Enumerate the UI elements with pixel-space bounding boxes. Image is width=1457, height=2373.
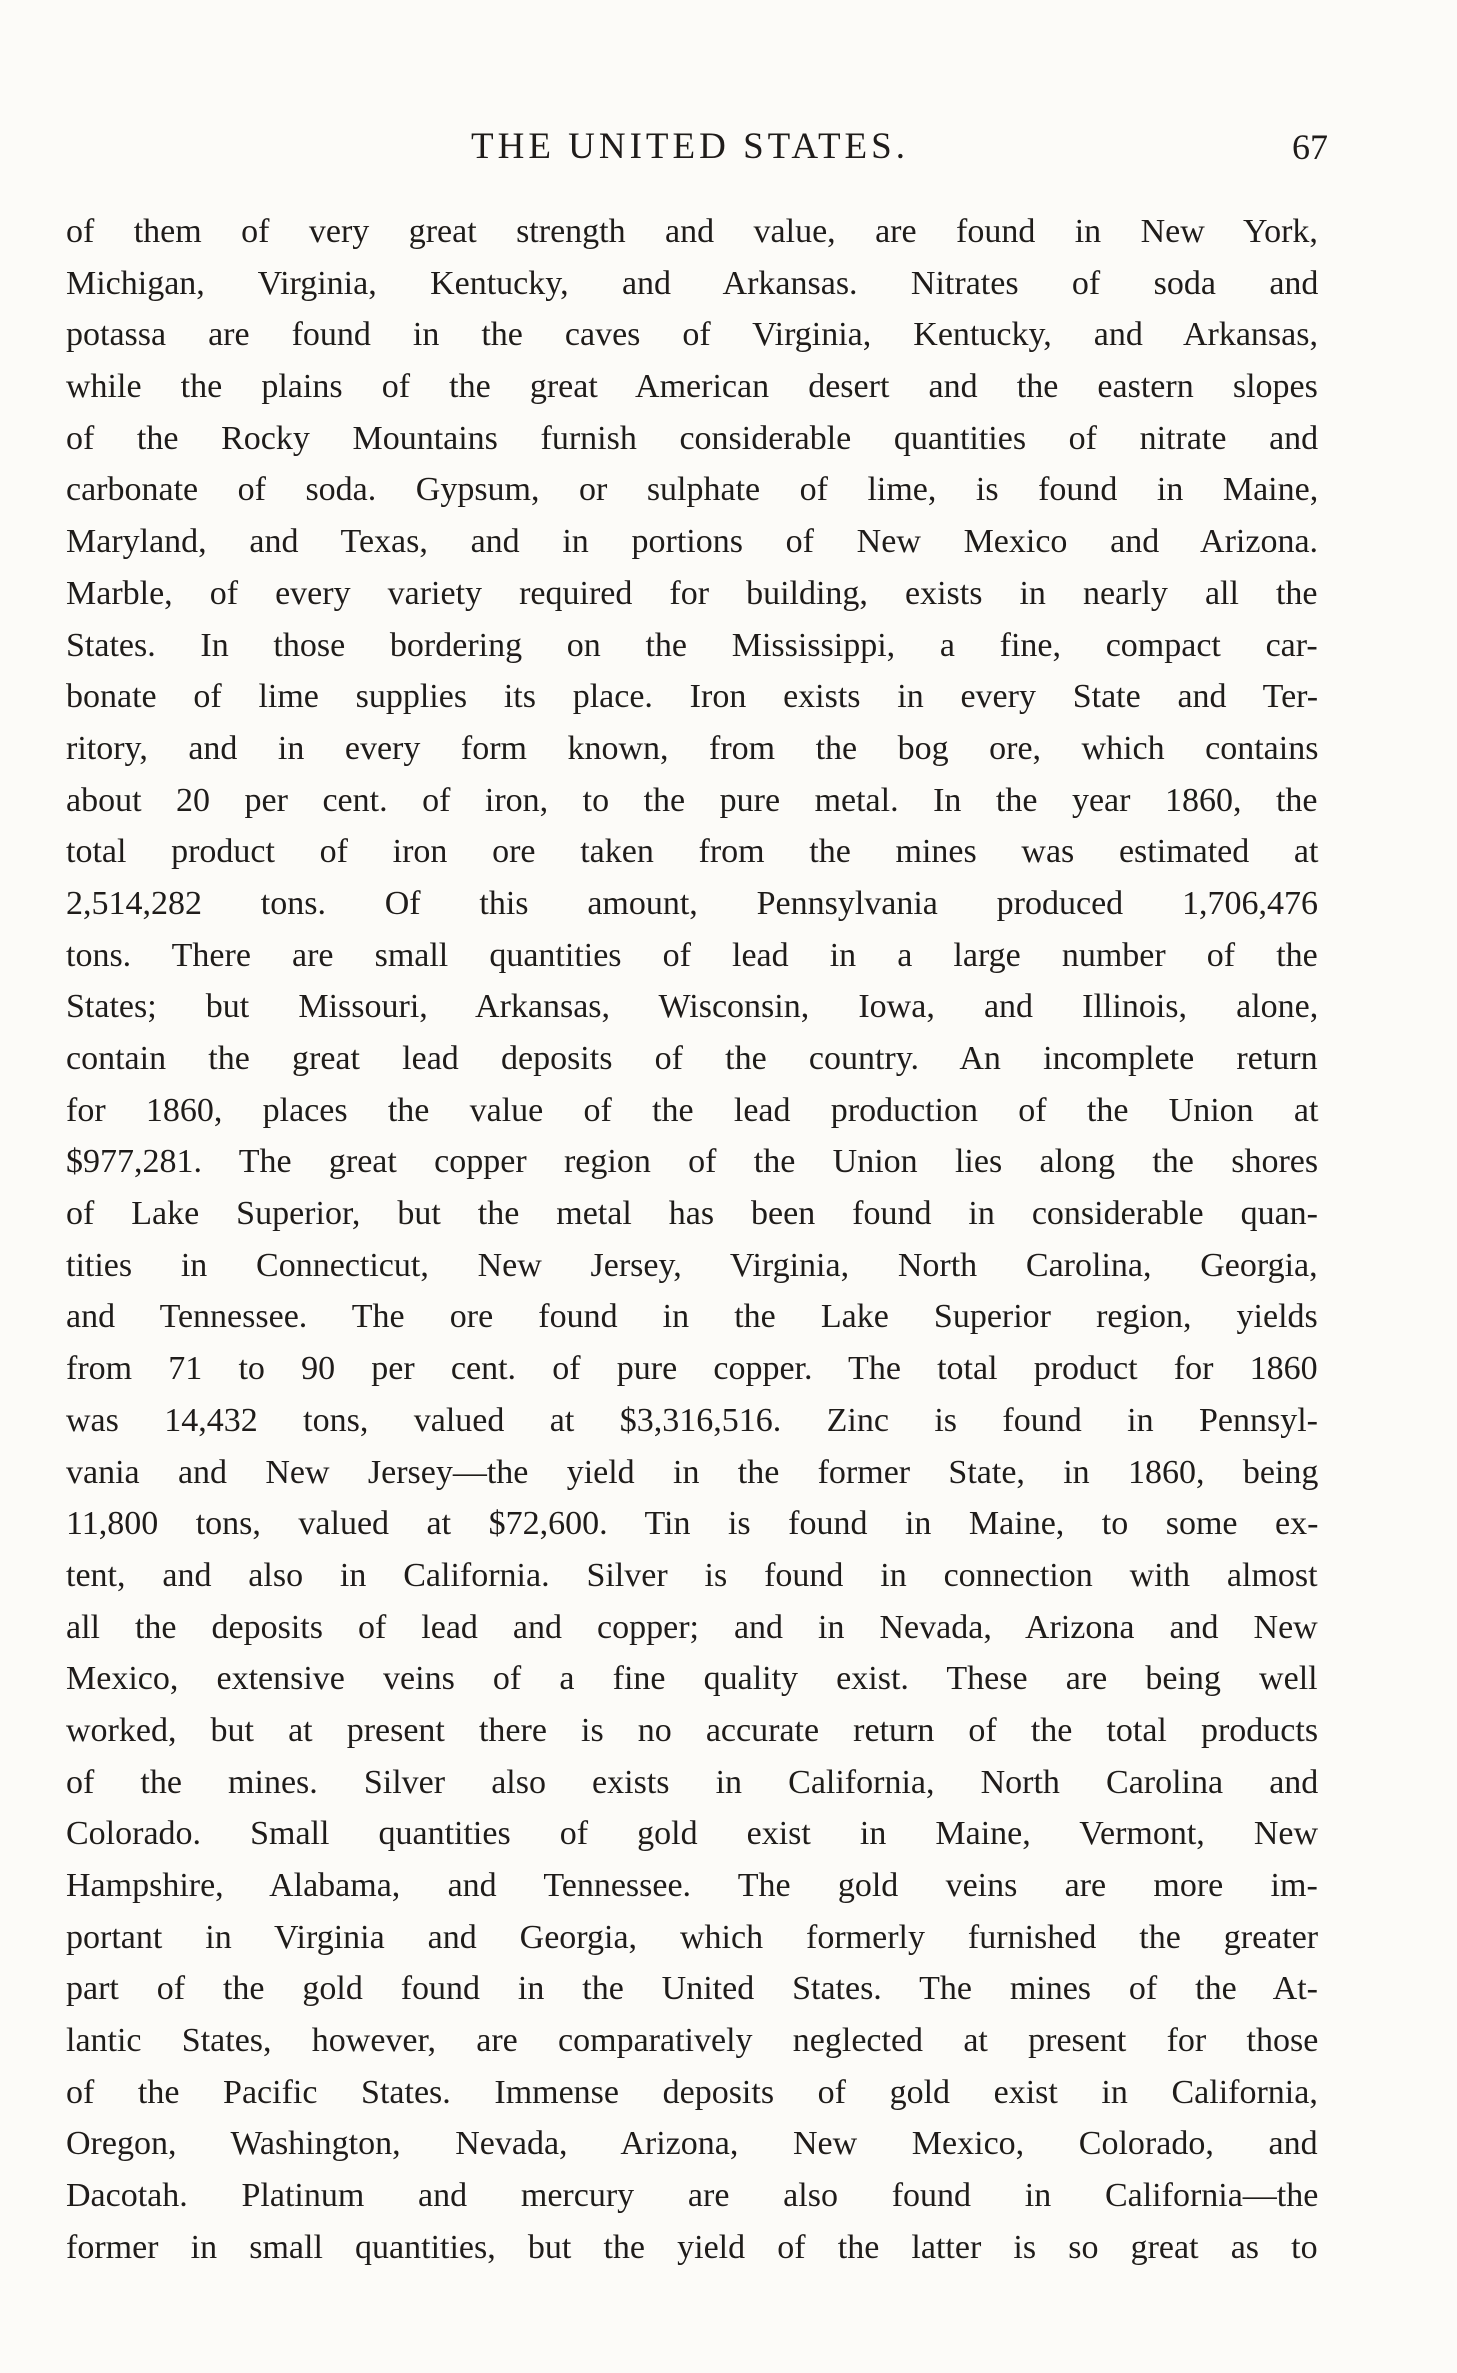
text-line: of the mines. Silver also exists in California, North Carolina and <box>66 1763 1319 1801</box>
text-line: vania and New Jersey—the yield in the former State, in 1860, being <box>66 1453 1319 1491</box>
text-line: bonate of lime supplies its place. Iron exists in every State and Ter- <box>66 678 1319 716</box>
text-line: Dacotah. Platinum and mercury are also found in California—the <box>66 2177 1319 2215</box>
text-line: Marble, of every variety required for building, exists in nearly all the <box>66 574 1318 612</box>
body-text <box>66 206 1318 2274</box>
text-line: while the plains of the great American desert and the eastern slopes <box>66 368 1318 406</box>
text-line: worked, but at present there is no accurate return of the total products <box>66 1711 1319 1749</box>
text-line: for 1860, places the value of the lead production of the Union at <box>66 1091 1319 1129</box>
text-line: former in small quantities, but the yield of the latter is so great as to <box>66 2228 1318 2266</box>
running-title: THE UNITED STATES. <box>471 126 909 167</box>
text-line: Michigan, Virginia, Kentucky, and Arkansas. Nitrates of soda and <box>66 264 1319 302</box>
text-line: part of the gold found in the United States. The mines of the At- <box>66 1970 1318 2008</box>
text-line: about 20 per cent. of iron, to the pure metal. In the year 1860, the <box>66 781 1318 819</box>
text-line: from 71 to 90 per cent. of pure copper. The total product for 1860 <box>66 1350 1318 1388</box>
text-line: 11,800 tons, valued at $72,600. Tin is found in Maine, to some ex- <box>66 1505 1319 1543</box>
text-line: lantic States, however, are comparatively neglected at present for those <box>66 2022 1319 2060</box>
text-line: Oregon, Washington, Nevada, Arizona, New Mexico, Colorado, and <box>66 2125 1318 2163</box>
text-line: Mexico, extensive veins of a fine quality exist. These are being well <box>66 1660 1318 1698</box>
text-line: Colorado. Small quantities of gold exist in Maine, Vermont, New <box>66 1815 1319 1853</box>
text-line: tons. There are small quantities of lead in a large number of the <box>66 936 1318 974</box>
text-line: of Lake Superior, but the metal has been found in considerable quan- <box>66 1195 1319 1233</box>
text-line: Maryland, and Texas, and in portions of New Mexico and Arizona. <box>66 523 1319 561</box>
text-line: tities in Connecticut, New Jersey, Virginia, North Carolina, Georgia, <box>66 1246 1318 1284</box>
running-head <box>0 122 1457 172</box>
text-line: contain the great lead deposits of the country. An incomplete return <box>66 1040 1318 1077</box>
text-line: tent, and also in California. Silver is found in connection with almost <box>66 1556 1318 1594</box>
text-line: 2,514,282 tons. Of this amount, Pennsylvania produced 1,706,476 <box>66 884 1318 922</box>
text-line: portant in Virginia and Georgia, which formerly furnished the greater <box>66 1918 1319 1956</box>
text-line: Hampshire, Alabama, and Tennessee. The gold veins are more im- <box>66 1867 1318 1904</box>
text-line: $977,281. The great copper region of the Union lies along the shores <box>66 1143 1319 1181</box>
text-line: all the deposits of lead and copper; and in Nevada, Arizona and New <box>66 1608 1318 1646</box>
text-line: potassa are found in the caves of Virginia, Kentucky, and Arkansas, <box>66 316 1318 354</box>
text-line: and Tennessee. The ore found in the Lake Superior region, yields <box>66 1298 1318 1336</box>
page-number: 67 <box>1292 127 1328 167</box>
text-line: of them of very great strength and value, are found in New York, <box>66 213 1318 250</box>
text-line: of the Rocky Mountains furnish considerable quantities of nitrate and <box>66 419 1319 457</box>
text-line: States. In those bordering on the Mississippi, a fine, compact car- <box>66 626 1318 664</box>
text-line: carbonate of soda. Gypsum, or sulphate of lime, is found in Maine, <box>66 471 1319 509</box>
text-line: total product of iron ore taken from the mines was estimated at <box>66 833 1319 871</box>
text-line: was 14,432 tons, valued at $3,316,516. Zinc is found in Pennsyl- <box>66 1401 1318 1439</box>
text-line: States; but Missouri, Arkansas, Wisconsin, Iowa, and Illinois, alone, <box>66 988 1319 1026</box>
text-line: ritory, and in every form known, from the bog ore, which contains <box>66 729 1319 767</box>
text-line: of the Pacific States. Immense deposits of gold exist in California, <box>66 2073 1318 2111</box>
